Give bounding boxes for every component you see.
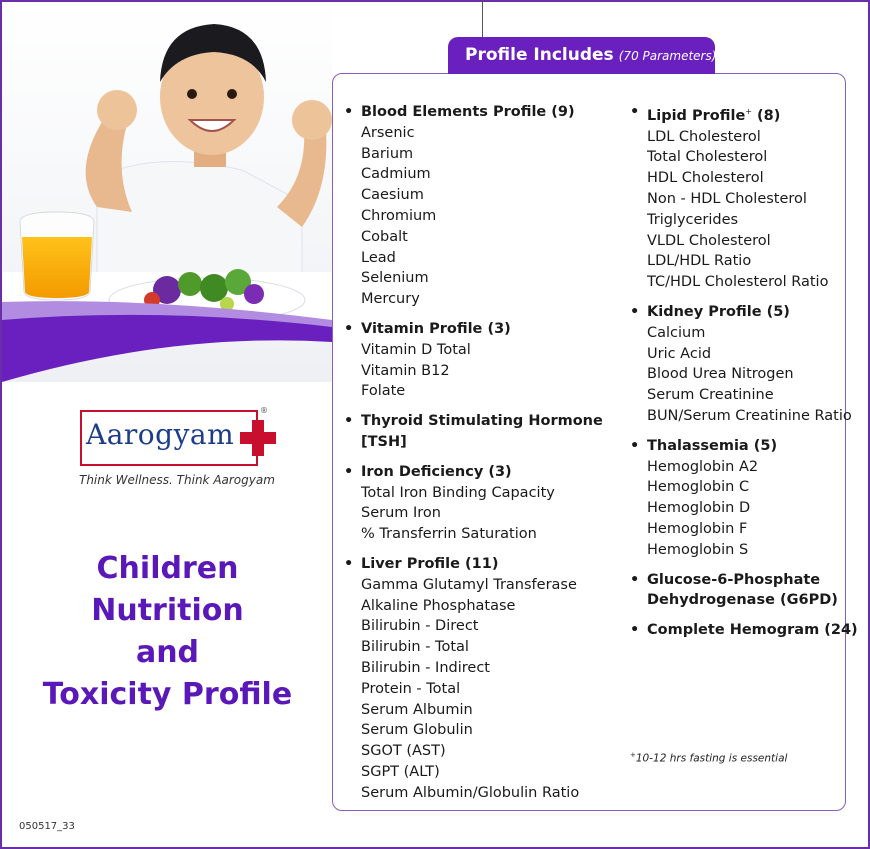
list-item: BUN/Serum Creatinine Ratio <box>647 407 852 424</box>
list-item: Hemoglobin S <box>647 541 749 558</box>
list-item: Uric Acid <box>647 345 712 362</box>
list-item: SGPT (ALT) <box>361 763 440 780</box>
group-heading-count: (8) <box>751 107 781 124</box>
profile-group <box>344 319 624 402</box>
group-heading-line: • Glucose-6-Phosphate <box>647 571 821 588</box>
group-heading: • Thalassemia (5) <box>630 436 870 457</box>
list-item: Serum Albumin/Globulin Ratio <box>361 784 580 801</box>
list-item: LDL Cholesterol <box>647 128 761 145</box>
list-item: Hemoglobin C <box>647 479 750 496</box>
list-item: Non - HDL Cholesterol <box>647 191 807 208</box>
list-item: HDL Cholesterol <box>647 170 764 187</box>
list-item: Barium <box>361 145 414 162</box>
top-divider <box>482 0 483 38</box>
group-heading: • Complete Hemogram (24) <box>630 620 870 641</box>
list-item: Calcium <box>647 324 706 341</box>
profile-header-subtitle: (70 Parameters) <box>618 49 717 63</box>
child-eating-illustration <box>2 2 332 382</box>
list-item: LDL/HDL Ratio <box>647 253 752 270</box>
group-heading <box>630 102 870 127</box>
list-item: Serum Albumin <box>361 701 473 718</box>
group-heading: • Iron Deficiency (3) <box>344 462 624 483</box>
list-item: Cadmium <box>361 166 431 183</box>
list-item: Bilirubin - Indirect <box>361 659 490 676</box>
list-item: VLDL Cholesterol <box>647 232 771 249</box>
list-item: Hemoglobin F <box>647 520 748 537</box>
group-heading: • Thyroid Stimulating Hormone [TSH] <box>344 411 624 453</box>
profile-column-right <box>630 102 870 650</box>
profile-group <box>630 436 870 561</box>
group-heading: • Kidney Profile (5) <box>630 302 870 323</box>
profile-group <box>344 462 624 545</box>
list-item: Triglycerides <box>647 211 739 228</box>
hero-illustration <box>2 2 332 382</box>
profile-group <box>630 570 870 612</box>
title-line: Nutrition <box>91 593 244 628</box>
group-heading <box>630 570 870 612</box>
document-code: 050517_33 <box>19 821 75 832</box>
list-item: Total Cholesterol <box>647 149 768 166</box>
list-item: Alkaline Phosphatase <box>361 597 516 614</box>
profile-group <box>630 102 870 293</box>
list-item: Mercury <box>361 291 420 308</box>
fasting-mark: + <box>745 107 752 116</box>
list-item: Gamma Glutamyl Transferase <box>361 576 577 593</box>
list-item: Cobalt <box>361 228 408 245</box>
list-item: Bilirubin - Direct <box>361 618 479 635</box>
list-item: Hemoglobin D <box>647 500 751 517</box>
profile-header-title: Profile Includes <box>465 45 614 65</box>
profile-group <box>344 102 624 310</box>
brand-logo: Aarogyam <box>86 418 235 451</box>
brand-tagline: Think Wellness. Think Aarogyam <box>79 473 275 487</box>
list-item: Vitamin B12 <box>361 362 450 379</box>
group-heading: • Vitamin Profile (3) <box>344 319 624 340</box>
list-item: Caesium <box>361 187 424 204</box>
profile-column-left <box>344 102 624 813</box>
title-line: and <box>135 635 200 670</box>
list-item: Total Iron Binding Capacity <box>361 484 555 501</box>
list-item: Vitamin D Total <box>361 341 471 358</box>
footnote-mark: + <box>630 751 636 759</box>
group-heading-line: Dehydrogenase (G6PD) <box>647 592 838 609</box>
title-line: Toxicity Profile <box>42 677 293 712</box>
list-item: Blood Urea Nitrogen <box>647 366 794 383</box>
group-heading-text: Lipid Profile <box>647 107 746 124</box>
profile-group <box>630 302 870 427</box>
list-item: Chromium <box>361 207 437 224</box>
list-item: Serum Creatinine <box>647 387 774 404</box>
list-item: TC/HDL Cholesterol Ratio <box>647 274 829 291</box>
group-heading: • Blood Elements Profile (9) <box>344 102 624 123</box>
profile-header <box>448 37 715 74</box>
list-item: Folate <box>361 383 406 400</box>
list-item: Hemoglobin A2 <box>647 458 759 475</box>
footnote-text: 10-12 hrs fasting is essential <box>635 752 788 765</box>
list-item: Lead <box>361 249 396 266</box>
profile-group <box>344 554 624 804</box>
profile-group <box>630 620 870 641</box>
red-cross-icon <box>240 420 276 456</box>
registered-mark: ® <box>260 406 268 415</box>
list-item: Bilirubin - Total <box>361 639 469 656</box>
list-item: % Transferrin Saturation <box>361 526 537 543</box>
list-item: Serum Globulin <box>361 722 473 739</box>
list-item: SGOT (AST) <box>361 743 446 760</box>
list-item: Protein - Total <box>361 680 461 697</box>
list-item: Serum Iron <box>361 505 441 522</box>
fasting-footnote <box>630 751 787 765</box>
page-title <box>0 548 335 716</box>
list-item: Selenium <box>361 270 429 287</box>
title-line: Children <box>96 551 239 586</box>
profile-group <box>344 411 624 453</box>
group-heading: • Liver Profile (11) <box>344 554 624 575</box>
list-item: Arsenic <box>361 124 415 141</box>
